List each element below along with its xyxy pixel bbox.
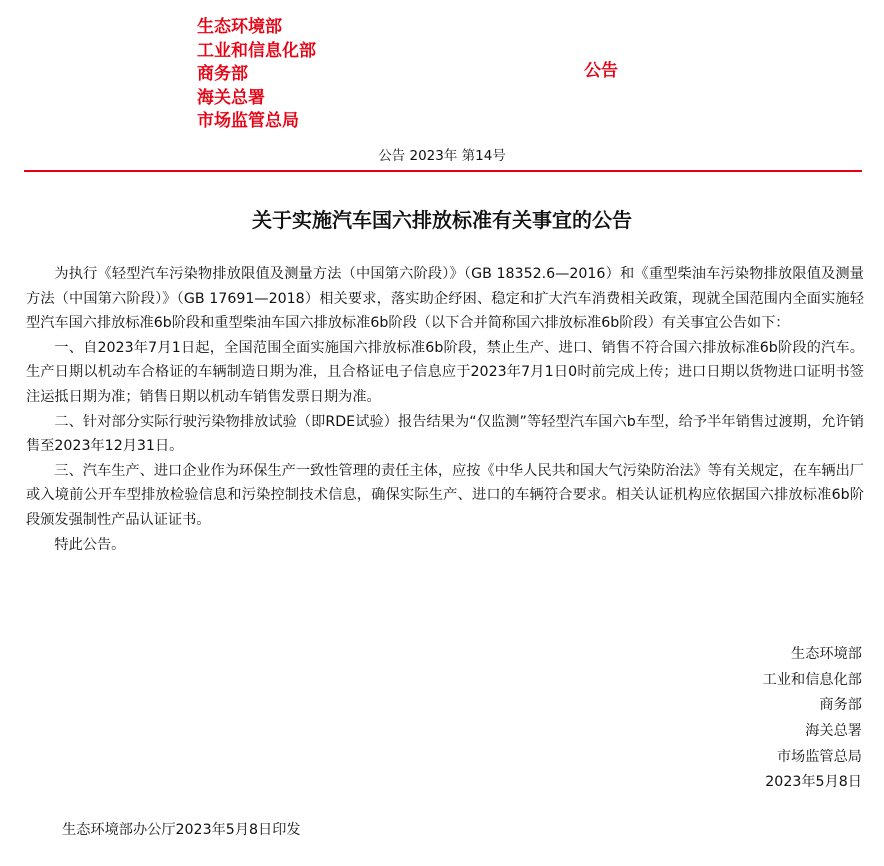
signature-block [763, 642, 862, 796]
signer-name: 市场监管总局 [776, 748, 862, 765]
closing-line: 特此公告。 [54, 536, 126, 553]
issuer-name: 生态环境部 [197, 17, 282, 37]
red-divider [24, 170, 862, 172]
signer-name: 生态环境部 [791, 646, 862, 662]
document-type: 公告 [584, 61, 618, 81]
issuing-agencies [197, 16, 316, 134]
page-title: 关于实施汽车国六排放标准有关事宜的公告 [252, 208, 632, 232]
body-paragraph: 二、针对部分实际行驶污染物排放试验（即RDE试验）报告结果为“仅监测”等轻型汽车国六b车型，给予半年销售过渡期，允许销售至2023年12月31日。 [26, 413, 864, 455]
document-number: 公告 2023年 第14号 [378, 148, 506, 164]
issuer-name: 海关总署 [197, 87, 265, 108]
issuer-name: 市场监管总局 [197, 111, 299, 131]
printed-by-note: 生态环境部办公厅2023年5月8日印发 [62, 822, 301, 838]
body-paragraph: 一、自2023年7月1日起，全国范围全面实施国六排放标准6b阶段，禁止生产、进口、销售不符合国六排放标准6b阶段的汽车。生产日期以机动车合格证的车辆制造日期为准，且合格证电子信息应于2023年7月1日0时前完成上传；进口日期以货物进口证明书签注运抵日期为准；销售日期以机动车销售发票日期为准。 [26, 339, 864, 405]
issuer-name: 商务部 [197, 64, 248, 84]
signer-name: 商务部 [819, 697, 862, 714]
announcement-body [26, 262, 864, 557]
signer-name: 海关总署 [805, 723, 862, 740]
body-paragraph: 为执行《轻型汽车污染物排放限值及测量方法（中国第六阶段）》（GB 18352.6—2016）和《重型柴油车污染物排放限值及测量方法（中国第六阶段）》（GB 17691—2018）相关要求，落实助企纾困、稳定和扩大汽车消费相关政策，现就全国范围内全面实施轻型汽车国六排放标准6b阶段和重型柴油车国六排放标准6b阶段（以下合并简称国六排放标准6b阶段）有关事宜公告如下： [26, 266, 864, 332]
issuer-name: 工业和信息化部 [197, 40, 316, 61]
body-paragraph: 三、汽车生产、进口企业作为环保生产一致性管理的责任主体，应按《中华人民共和国大气污染防治法》等有关规定，在车辆出厂或入境前公开车型排放检验信息和污染控制技术信息，确保实际生产、进口的车辆符合要求。相关认证机构应依据国六排放标准6b阶段颁发强制性产品认证证书。 [26, 462, 864, 528]
signer-name: 工业和信息化部 [762, 671, 862, 688]
signature-date: 2023年5月8日 [765, 774, 862, 791]
